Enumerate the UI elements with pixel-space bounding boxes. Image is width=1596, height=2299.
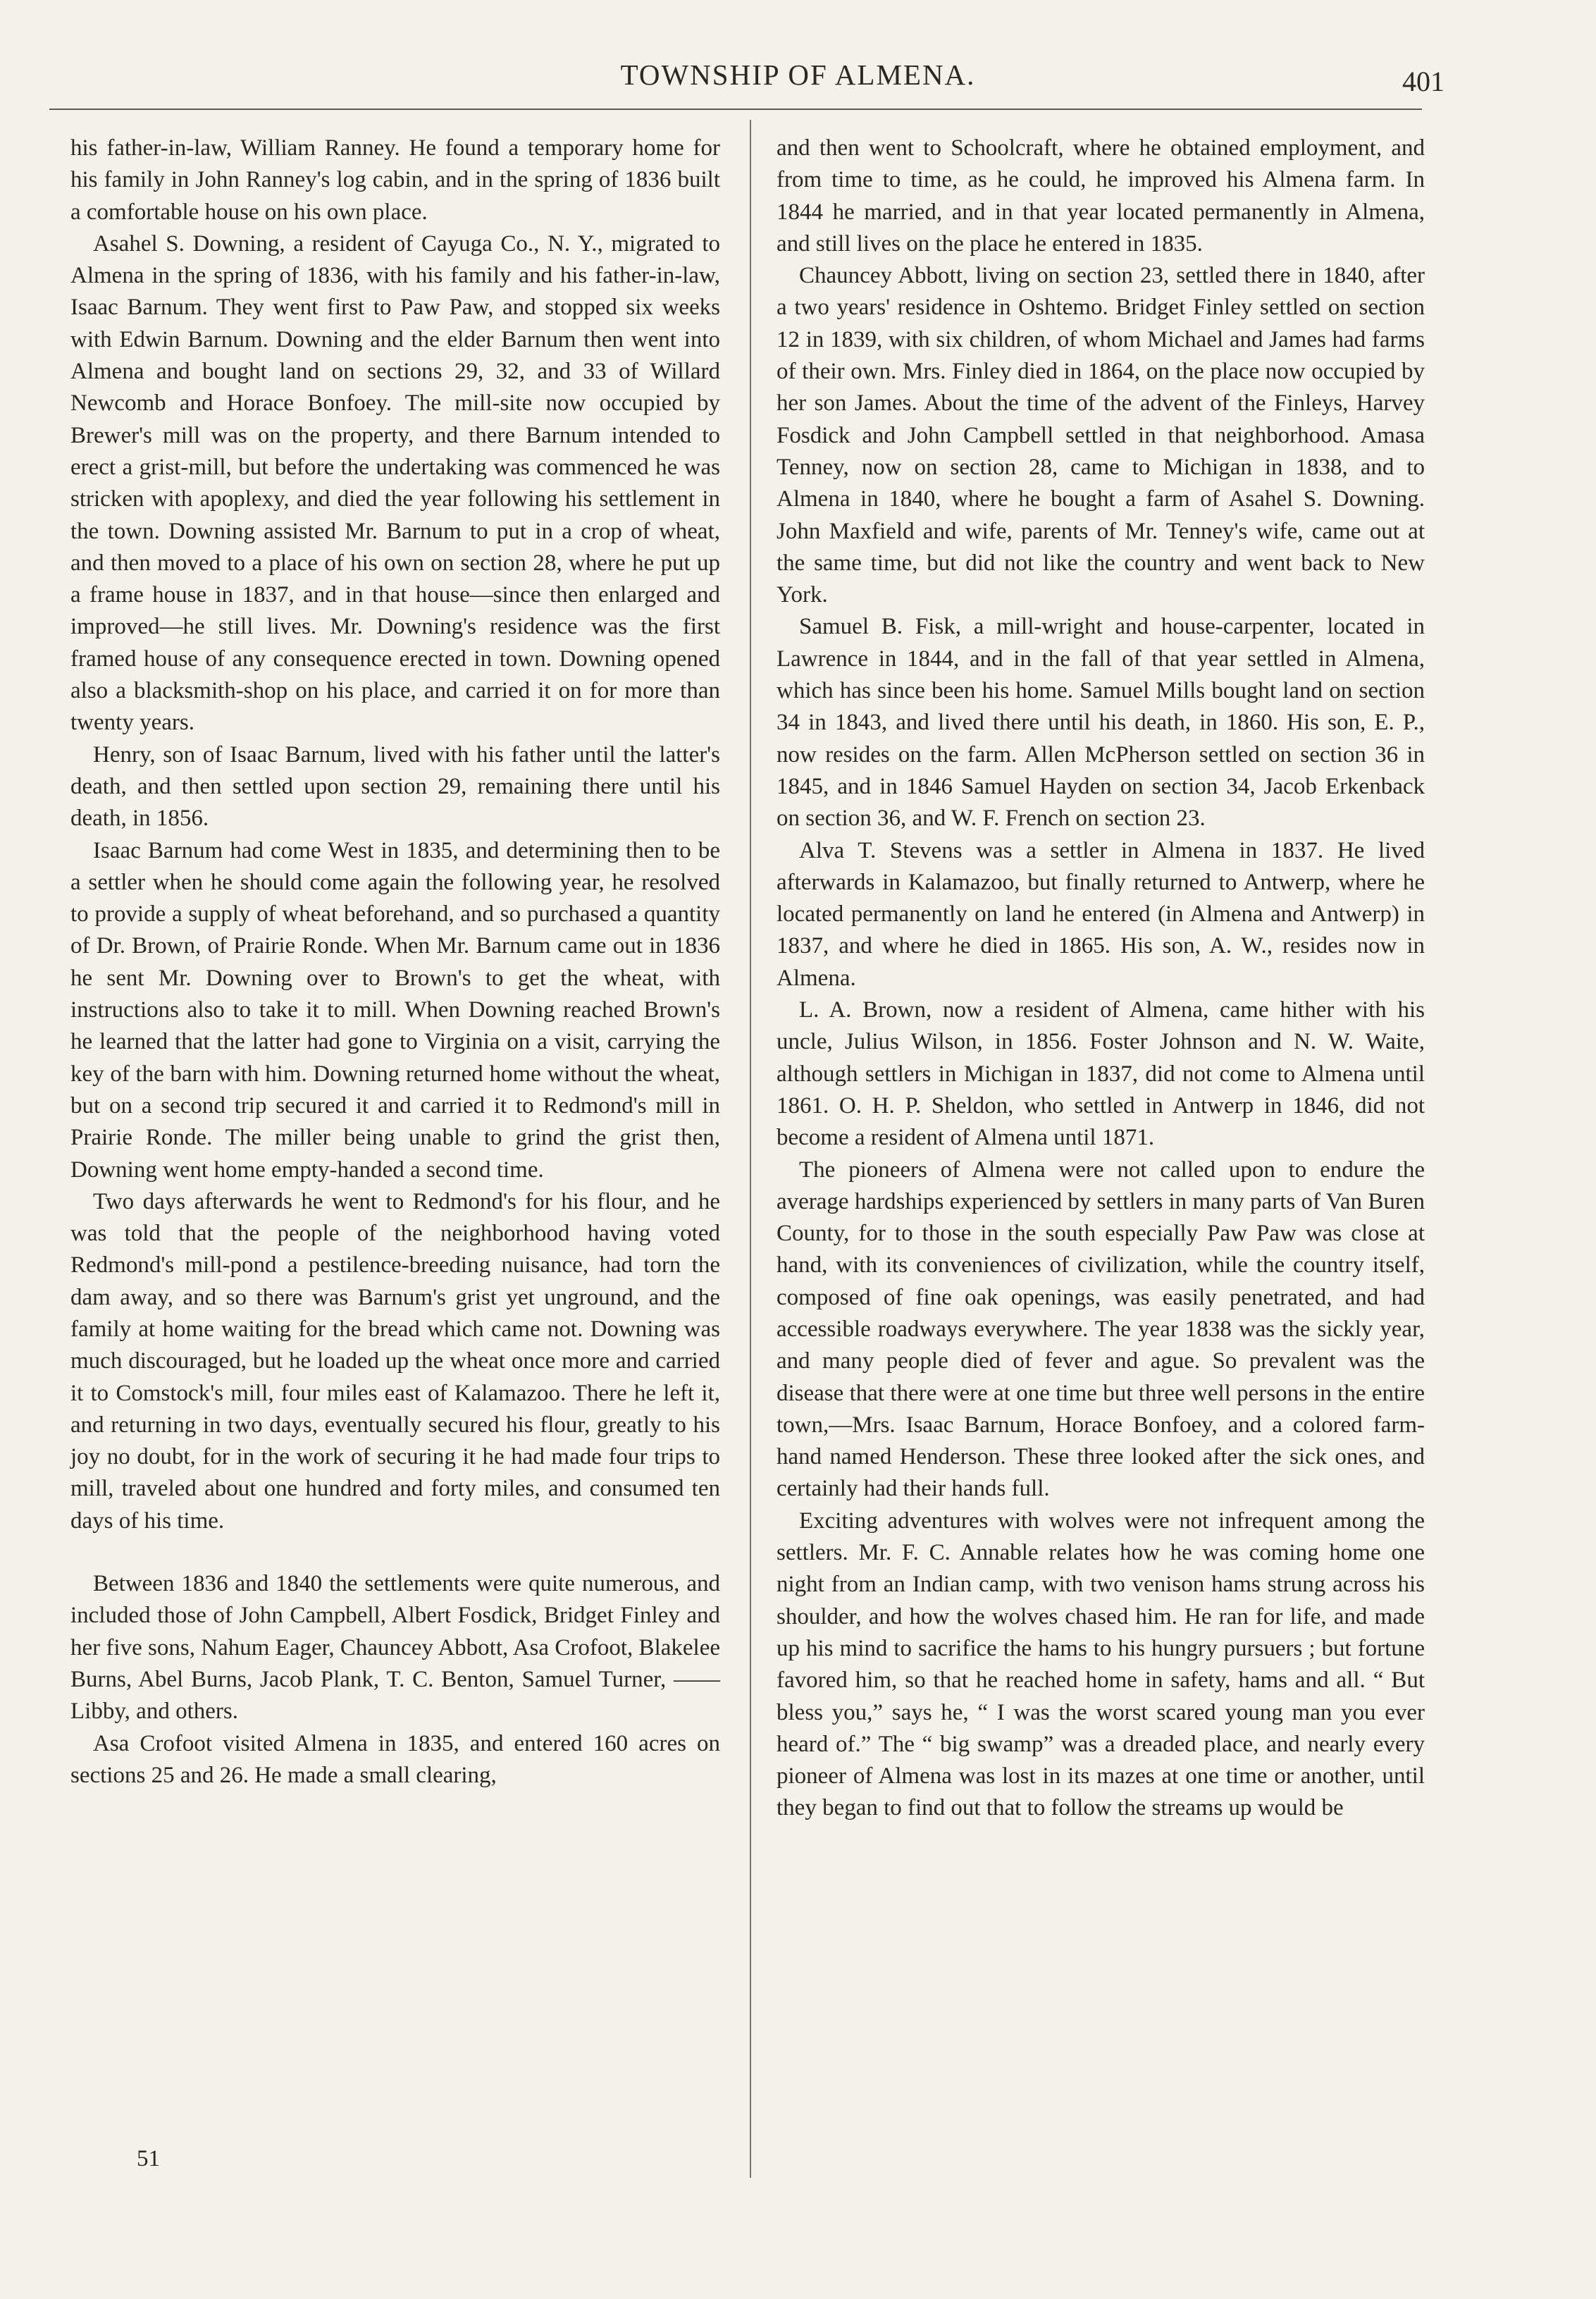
paragraph: and then went to Schoolcraft, where he obtained employment, and from time to time, as he could, he improved his Almena farm. In 1844 he married, and in that year located permanently in Almena, and still lives on the place he entered in 1835.: [777, 135, 1425, 257]
paragraph: Between 1836 and 1840 the settlements were quite numerous, and included those of John Campbell, Albert Fosdick, Bridget Finley and her five sons, Nahum Eager, Chauncey Abbott, Asa Crofoot, Blakelee Burns, Abel Burns, Jacob Plank, T. C. Benton, Samuel Turner, —— Libby, and others.: [70, 1571, 720, 1725]
running-header-title: TOWNSHIP OF ALMENA.: [620, 58, 976, 91]
page-number: 401: [1402, 66, 1445, 97]
paragraph: Samuel B. Fisk, a mill-wright and house-carpenter, located in Lawrence in 1844, and in the fall of that year settled in Almena, which has since been his home. Samuel Mills bought land on section 34 in 1843, and lived there until his death, in 1860. His son, E. P., now resides on the farm. Allen McPherson settled on section 36 in 1845, and in 1846 Samuel Hayden on section 34, Jacob Erkenback on section 36, and W. F. French on section 23.: [777, 614, 1425, 832]
paragraph: L. A. Brown, now a resident of Almena, came hither with his uncle, Julius Wilson, in 1856. Foster Johnson and N. W. Waite, although settlers in Michigan in 1837, did not come to Almena until 1861. O. H. P. Sheldon, who settled in Antwerp in 1846, did not become a resident of Almena until 1871.: [777, 997, 1425, 1151]
paragraph: Isaac Barnum had come West in 1835, and determining then to be a settler when he should come again the following year, he resolved to provide a supply of wheat beforehand, and so purchased a quantity of Dr. Brown, of Prairie Ronde. When Mr. Barnum came out in 1836 he sent Mr. Downing over to Brown's to get the wheat, with instructions also to take it to mill. When Downing reached Brown's he learned that the latter had gone to Virginia on a visit, carrying the key of the barn with him. Downing returned home without the wheat, but on a second trip secured it and carried it to Redmond's mill in Prairie Ronde. The miller being unable to grind the grist then, Downing went home empty-handed a second time.: [70, 837, 720, 1183]
paragraph: Chauncey Abbott, living on section 23, settled there in 1840, after a two years' residence in Oshtemo. Bridget Finley settled on section 12 in 1839, with six children, of whom Michael and James had farms of their own. Mrs. Finley died in 1864, on the place now occupied by her son James. About the time of the advent of the Finleys, Harvey Fosdick and John Campbell settled in that neighborhood. Amasa Tenney, now on section 28, came to Michigan in 1838, and to Almena in 1840, where he bought a farm of Asahel S. Downing. John Maxfield and wife, parents of Mr. Tenney's wife, came out at the same time, but did not like the country and went back to New York.: [777, 263, 1425, 608]
left-column: [70, 132, 720, 1792]
paragraph: The pioneers of Almena were not called upon to endure the average hardships experienced by settlers in many parts of Van Buren County, for to those in the south especially Paw Paw was close at hand, with its conveniences of civilization, while the country itself, composed of fine oak openings, was easily penetrated, and had accessible roadways everywhere. The year 1838 was the sickly year, and many people died of fever and ague. So prevalent was the disease that there were at one time but three well persons in the entire town,—Mrs. Isaac Barnum, Horace Bonfoey, and a colored farm-hand named Henderson. These three looked after the sick ones, and certainly had their hands full.: [777, 1157, 1425, 1502]
column-divider: [750, 120, 751, 2178]
right-column: [777, 132, 1425, 1825]
paragraph: Exciting adventures with wolves were not infrequent among the settlers. Mr. F. C. Annable relates how he was coming home one night from an Indian camp, with two venison hams strung across his shoulder, and how the wolves chased him. He ran for life, and made up his mind to sacrifice the hams to his hungry pursuers ; but fortune favored him, so that he reached home in safety, hams and all. “ But bless you,” says he, “ I was the worst scared young man you ever heard of.” The “ big swamp” was a dreaded place, and nearly every pioneer of Almena was lost in its mazes at one time or another, until they began to find out that to follow the streams up would be: [777, 1508, 1425, 1821]
paragraph: Henry, son of Isaac Barnum, lived with his father until the latter's death, and then settled upon section 29, remaining there until his death, in 1856.: [70, 741, 720, 832]
paragraph: Two days afterwards he went to Redmond's for his flour, and he was told that the people of the neighborhood having voted Redmond's mill-pond a pestilence-breeding nuisance, had torn the dam away, and so there was Barnum's grist yet unground, and the family at home waiting for the bread which came not. Downing was much discouraged, but he loaded up the wheat once more and carried it to Comstock's mill, four miles east of Kalamazoo. There he left it, and returning in two days, eventually secured his flour, greatly to his joy no doubt, for in the work of securing it he had made four trips to mill, traveled about one hundred and forty miles, and consumed ten days of his time.: [70, 1188, 720, 1534]
paragraph: Alva T. Stevens was a settler in Almena in 1837. He lived afterwards in Kalamazoo, but finally returned to Antwerp, where he located permanently on land he entered (in Almena and Antwerp) in 1837, and where he died in 1865. His son, A. W., resides now in Almena.: [777, 837, 1425, 991]
paragraph: Asa Crofoot visited Almena in 1835, and entered 160 acres on sections 25 and 26. He made a small clearing,: [70, 1730, 720, 1788]
header-rule: [49, 109, 1422, 110]
printer-signature-mark: 51: [137, 2146, 160, 2171]
paragraph: his father-in-law, William Ranney. He found a temporary home for his family in John Ranney's log cabin, and in the spring of 1836 built a comfortable house on his own place.: [70, 135, 720, 225]
paragraph: Asahel S. Downing, a resident of Cayuga Co., N. Y., migrated to Almena in the spring of 1836, with his family and his father-in-law, Isaac Barnum. They went first to Paw Paw, and stopped six weeks with Edwin Barnum. Downing and the elder Barnum then went into Almena and bought land on sections 29, 32, and 33 of Willard Newcomb and Horace Bonfoey. The mill-site now occupied by Brewer's mill was on the property, and there Barnum intended to erect a grist-mill, but before the undertaking was commenced he was stricken with apoplexy, and died the year following his settlement in the town. Downing assisted Mr. Barnum to put in a crop of wheat, and then moved to a place of his own on section 28, where he put up a frame house in 1837, and in that house—since then enlarged and improved—he still lives. Mr. Downing's residence was the first framed house of any consequence erected in town. Downing opened also a blacksmith-shop on his place, and carried it on for more than twenty years.: [70, 230, 720, 736]
